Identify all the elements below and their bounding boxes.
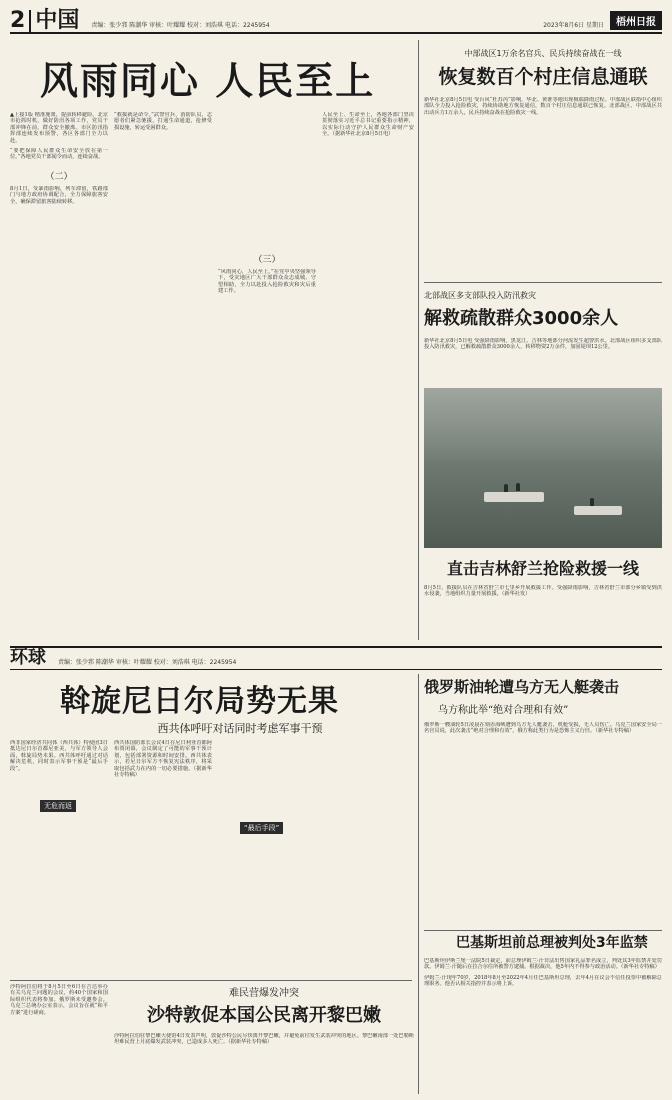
section-rule: [10, 980, 412, 981]
main-subhead-2: （三）: [253, 255, 281, 265]
section-rule: [424, 282, 662, 283]
bottom-headline: 沙特敦促本国公民离开黎巴嫩: [147, 1005, 381, 1026]
flood-rescue-photo: [424, 388, 662, 548]
right-top-story: [424, 48, 662, 278]
main-para-3: 8月1日，受暴雨影响，列车滞留，铁路部门与地方政府协调配合，全力保障旅客安全，确保滞留旅客陆续转移。: [10, 185, 108, 205]
photo-story: [424, 552, 662, 640]
world-para-1: 西非国家经济共同体（西共体）特使团3日抵达尼日尔首都尼亚美，与军方领导人会面，斡旋局势未果。西共体呼吁通过对话解决危机，同时表示军事干预是“最后手段”。: [10, 740, 108, 772]
section-rule: [424, 930, 662, 931]
page-number: 2: [10, 8, 26, 33]
main-headline: 风雨同心 人民至上: [40, 59, 376, 103]
page-header: [10, 8, 662, 34]
rescuer: [516, 483, 520, 491]
bottom-kicker: 难民营爆发冲突: [229, 988, 299, 999]
right-top-body: 新华社北京8月5日电 受台风“杜苏芮”影响，华北、黄淮等地出现极端降雨过程。中部战区联指中心组织部队全力投入抢险救灾，持续协助地方恢复通信，数百个村庄信息通联已恢复。北部战区、中部战区共出动兵力1万余人，民兵持续奋战在抢险救灾一线。: [424, 97, 662, 116]
pakistan-bottom-body: 伊姆兰·汗现年70岁，2018年8月至2022年4月任巴基斯坦总理，去年4月在议会不信任投票中被解除总理职务。他否认相关指控并表示将上诉。: [424, 974, 662, 988]
world-subhead-2: “最后手段”: [240, 822, 283, 834]
section-rule: [10, 646, 662, 648]
right-mid-body: 新华社北京8月5日电 受强降雨影响，黑龙江、吉林等地部分河流发生超警洪水。北部战区组织多支部队投入防汛救灾，已解救疏散群众3000余人，转移物资2万余件，加固堤坝12公里。: [424, 338, 662, 351]
pakistan-story: [424, 932, 662, 1098]
world-section-name: 环球: [10, 647, 46, 668]
main-para-6: 人民至上、生命至上，各地各部门坚决贯彻落实习近平总书记重要指示精神，以实际行动守护人民群众生命财产安全。（据新华社北京8月5日电）: [322, 112, 414, 138]
russia-body: 俄罗斯一艘油轮5日凌晨在刻赤海峡遭到乌方无人艇袭击，机舱受损，无人员伤亡。乌克兰国家安全局一名官员说，此次袭击“绝对合理和有效”，俄方称此类行为是恐怖主义行径。（新华社专特稿）: [424, 722, 662, 735]
right-top-headline: 恢复数百个村庄信息通联: [438, 66, 648, 88]
right-top-kicker: 中部战区1万余名官兵、民兵持续奋战在一线: [464, 49, 622, 58]
main-para-4: “救援就是命令。”武警官兵、消防队员、志愿者们紧急驰援，打通生命通道，抢修受损设施，转运受困群众。: [114, 112, 212, 131]
world-subhead-1: 无危而返: [40, 800, 76, 812]
photo-story-headline: 直击吉林舒兰抢险救援一线: [446, 559, 639, 578]
bottom-left-story: [10, 984, 108, 1096]
photo-caption: 8月5日，救援队员在吉林省舒兰市七里乡开展救援工作。受强降雨影响，吉林省舒兰市部分乡镇受到洪水侵袭，当地组织力量开展救援。（新华社发）: [424, 585, 662, 598]
column-divider: [418, 40, 419, 640]
world-editor-credits: 责编：张少郛 陈潮华 审核：叶耀耀 校对：刘浩琪 电话：2245954: [58, 659, 237, 666]
bottom-body: 沙特阿拉伯驻黎巴嫩大使馆4日发表声明，敦促沙特公民尽快离开黎巴嫩，并避免前往发生武装冲突的地区。黎巴嫩南部一处巴勒斯坦难民营上月底爆发武装冲突，已造成多人死亡。（据新华社专特稿）: [114, 1033, 414, 1046]
rescue-boat: [484, 492, 544, 502]
main-subhead-1: （二）: [45, 171, 73, 182]
main-para-1: ▲上接1版 精准施策，提前转移避险。北京市抢抓时机，做好防汛各项工作，党员干部冲锋在前，群众安全撤离。市区防汛指挥部连续发布预警，各区各部门全力以赴。: [10, 112, 108, 144]
editor-credits: 责编：张少郛 陈潮华 审核：叶耀耀 校对：刘浩琪 电话：2245954: [91, 22, 270, 29]
rescue-boat: [574, 506, 622, 515]
right-mid-kicker: 北部战区多支部队投入防汛救灾: [424, 291, 536, 300]
main-story-col-3: [218, 112, 316, 640]
world-para-2: 西共体国防部长会议4日在尼日利亚首都阿布贾闭幕，会议制定了可能的军事干预计划，包括部署资源和时间安排。西共体表示，若尼日尔军方不恢复宪法秩序，将采取包括武力在内的一切必要措施。（据新华社专特稿）: [114, 740, 212, 779]
russia-headline: 俄罗斯油轮遭乌方无人艇袭击: [424, 678, 620, 696]
masthead-logo: 梧州日报: [610, 11, 662, 30]
main-para-5: “风雨同心，人民至上。”在党中央坚强领导下，受灾地区广大干部群众众志成城、守望相助，全力以赴投入抢险救灾和灾后重建工作。: [218, 269, 316, 295]
world-col-2: [114, 740, 212, 940]
rescuer: [504, 484, 508, 492]
bottom-story: [114, 984, 414, 1096]
world-section-header: [10, 647, 662, 670]
right-mid-headline: 解救疏散群众3000余人: [424, 308, 619, 329]
rescuer: [590, 498, 594, 506]
pakistan-body: 巴基斯坦伊斯兰堡一法院5日裁定，前总理伊姆兰·汗非法出售国家礼品罪名成立，判处其3年监禁并处罚款。伊姆兰·汗随后在拉合尔住所被警方逮捕。根据裁决，他5年内不得参与政治活动。（新华社专特稿）: [424, 958, 662, 971]
main-para-2: “要把保障人民群众生命安全放在第一位。”各地党员干部闻令而动，连续奋战。: [10, 148, 108, 161]
publication-date: 2023年8月6日 星期日: [543, 22, 604, 29]
column-divider: [418, 674, 419, 1094]
pakistan-headline: 巴基斯坦前总理被判处3年监禁: [456, 935, 648, 951]
world-headline: 斡旋尼日尔局势无果: [60, 684, 339, 719]
main-story-col-4: [322, 112, 414, 640]
floodwater: [424, 460, 662, 548]
main-story-col-2: [114, 112, 212, 640]
russia-story: [424, 676, 662, 926]
world-subheadline: 西共体呼吁对话同时考虑军事干预: [157, 722, 323, 735]
section-name: 中国: [29, 10, 79, 32]
world-col-1: [10, 740, 108, 940]
bottom-left-body: 沙特阿拉伯将于8月5日至6日在吉达举办有关乌克兰问题的会议，约40个国家和国际组织代表将参加。俄罗斯未受邀参会。乌克兰总统办公室表示，会议旨在就“和平方案”进行磋商。: [10, 984, 108, 1016]
main-story-col-1: [10, 112, 108, 640]
russia-subheadline: 乌方称此举“绝对合理和有效”: [438, 705, 569, 716]
